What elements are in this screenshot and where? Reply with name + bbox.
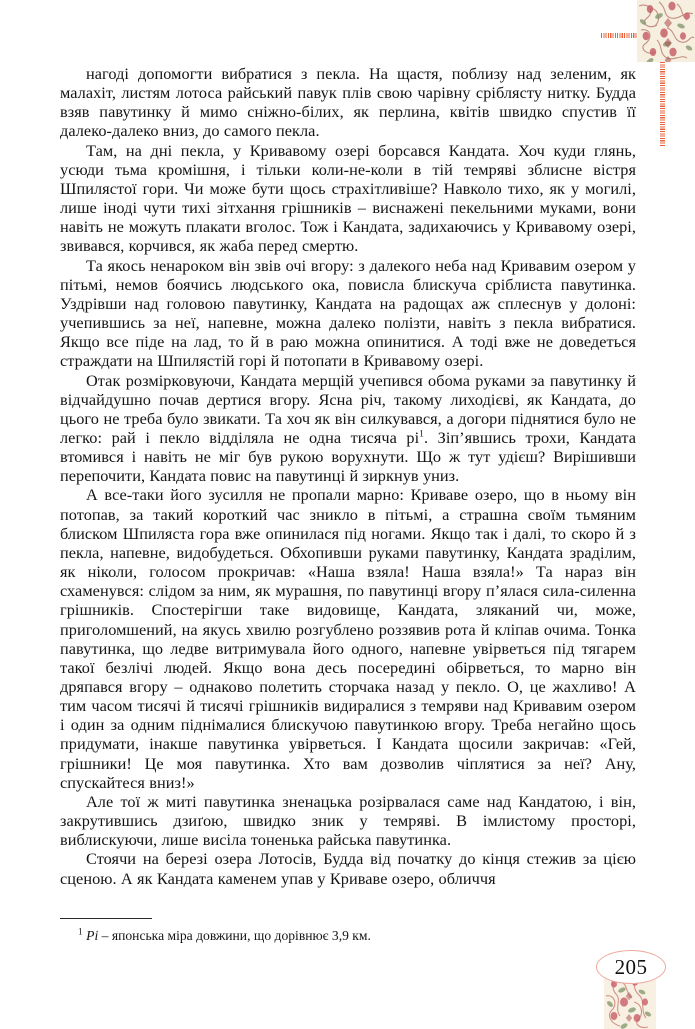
footnote-reference[interactable]: 1 [419,429,424,440]
paragraph-text-continued: Зіп’явшись трохи, Кандата втомився і навіть не міг був рукою ворухнути. Що ж тут удієш? Вирішивши перепочити, Кандата повис на павутинці й зиркнув униз. [60,427,636,486]
paragraph-with-footnote-ref: Отак розмірковуючи, Кандата мерщій учепився обома руками за павутинку й відчайдушно почав дертися вгору. Ясна річ, такому лиходієві, як Кандата, до цього не треба було звикати. Та хоч як він силкувався, а догори піднятися було не легко: рай і пекло відділяла не одна тисяча рі$^1$. Зіп’явшись трохи, Кандата втомився і навіть не міг був рукою ворухнути. Що ж тут удієш? Вирішивши перепочити, Кандата повис на павутинці й зиркнув униз. [60,370,636,486]
footnote-text [60,928,636,944]
footnote-separator-rule [60,918,152,919]
paragraph-text: Отак розмірковуючи, Кандата мерщій учепився обома руками за павутинку й відчайдушно почав дертися вгору. Ясна річ, такому лиходієві, як Кандата, до цього не треба було звикати. Та хоч як він силкувався, а догори піднятися було не легко: рай і пекло відділяла не одна тисяча рі [60,370,636,447]
page-number-badge [596,950,666,984]
footnote-definition: – японська міра довжини, що дорівнює 3,9 км. [98,928,371,943]
dashed-accent-rule-horizontal [601,33,638,38]
footnote-term: Рі [86,928,99,943]
floral-ornament-top-right-art [637,0,695,62]
floral-ornament-top-right [637,0,695,62]
paragraph: Там, на дні пекла, у Кривавому озері борсався Кандата. Хоч куди глянь, усюди тьма кромішня, і тільки коли-не-коли в тій темряві зблисне вістря Шпилястої гори. Чи може бути щось страхітливіше? Навколо тихо, як у могилі, лише іноді чути тихі зітхання грішників – виснажені пекельними муками, вони навіть не можуть плакати вголос. Тож і Кандата, задихаючись у Кривавому озері, звивався, корчився, як жаба перед смертю. [60,140,636,256]
footnote-area [60,918,636,944]
footnote-marker: 1 [78,927,83,938]
paragraph: Але тої ж миті павутинка зненацька розірвалася саме над Кандатою, і він, закрутившись дзиґою, швидко зник у темряві. В імлистому просторі, виблискуючи, лише висіла тоненька райська павутинка. [60,791,636,850]
paragraph: Стоячи на березі озера Лотосів, Будда від початку до кінця стежив за цією сценою. А як Кандата каменем упав у Криваве озеро, обличчя [60,849,636,888]
paragraph: А все-таки його зусилля не пропали марно: Криваве озеро, що в ньому він потопав, за такий короткий час зникло в пітьмі, а страшна своїм тьмяним блиском Шпиляста гора вже опинилася під ногами. Якщо так і далі, то скоро й з пекла, напевне, видобудеться. Обхопивши руками павутинку, Кандата зраділим, як ніколи, голосом прокричав: «Наша взяла! Наша взяла!» Та нараз він схаменувся: слідом за ним, як мурашня, по павутинці вгору п’ялася сила-силенна грішників. Спостерігши таке видовище, Кандата, зляканий чи, може, приголомшений, на якусь хвилю розгублено роззявив рота й кліпав очима. Тонка павутинка, що ледве витримувала його одного, напевне увірветься під тягарем такої безлічі людей. Якщо вона десь посередині обірветься, то марно він дряпався вгору – однаково полетить сторчака назад у пекло. О, це жахливо! А тим часом тисячі й тисячі грішників видиралися з темряви над Кривавим озером і один за одним піднімалися блискучою павутинкою вгору. Треба негайно щось придумати, інакше павутинка увірветься. І Кандата щосили закричав: «Гей, грішники! Це моя павутинка. Хто вам дозволив чіплятися за неї? Ану, спускайтеся вниз!» [60,485,636,792]
paragraph: Та якось ненароком він звів очі вгору: з далекого неба над Кривавим озером у пітьмі, немов боячись людського ока, повисла блискуча сріблиста павутинка. Уздрівши над головою павутинку, Кандата на радощах аж сплеснув у долоні: учепившись за неї, напевне, можна далеко полізти, навіть з пекла вибратися. Якщо все піде на лад, то й в раю можна опинитися. А тоді вже не доведеться страждати на Шпилястій горі й потопати в Кривавому озері. [60,255,636,371]
paragraph: нагоді допомогти вибратися з пекла. На щастя, поблизу над зеленим, як малахіт, листям лотоса райський павук плів свою чарівну сріблясту нитку. Будда взяв павутинку й мимо сніжно-білих, як перлина, квітів швидко спустив її далеко-далеко вниз, до самого пекла. [60,64,636,141]
dashed-accent-rule-vertical [660,62,665,146]
page-number: 205 [614,954,648,979]
body-text-column [60,64,636,888]
